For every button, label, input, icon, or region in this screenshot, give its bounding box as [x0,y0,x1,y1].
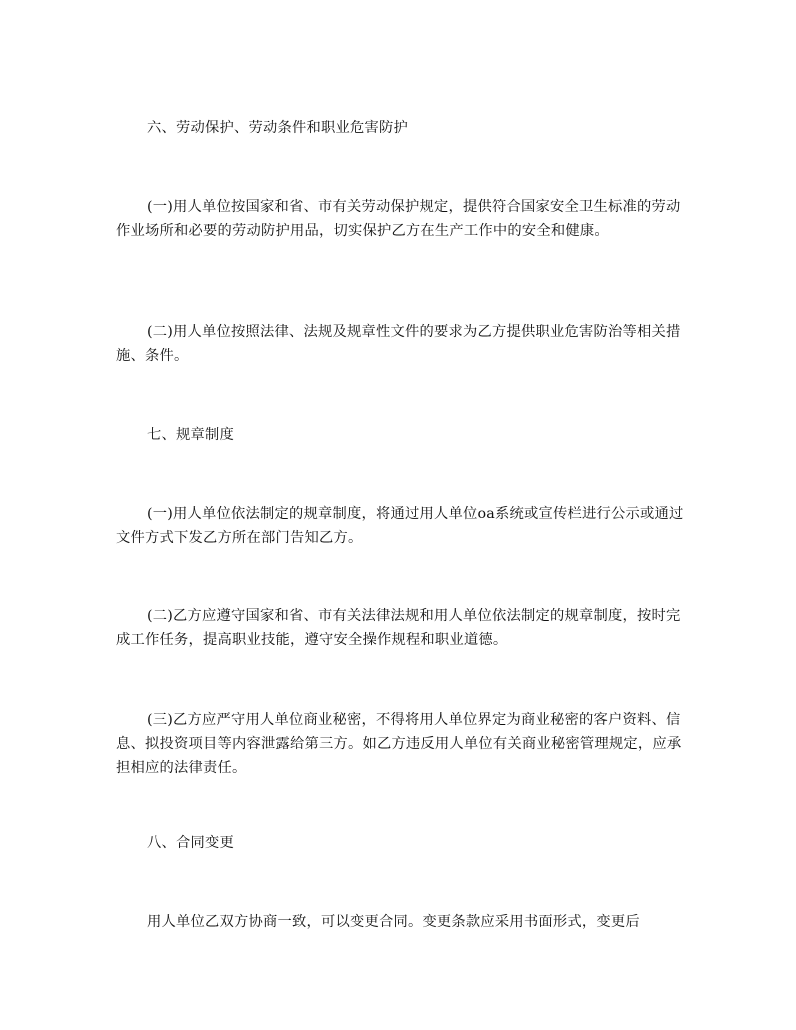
paragraph-contract-change-1: 用人单位乙双方协商一致，可以变更合同。变更条款应采用书面形式，变更后 [147,914,640,930]
paragraph-rules-1: (一)用人单位依法制定的规章制度，将通过用人单位oa系统或宣传栏进行公示或通过文件方式下发乙方所在部门告知乙方。 [116,506,684,546]
paragraph-rules-2: (二)乙方应遵守国家和省、市有关法律法规和用人单位依法制定的规章制度，按时完成工作任务，提高职业技能，遵守安全操作规程和职业道德。 [116,608,681,648]
section-heading-labor-protection: 六、劳动保护、劳动条件和职业危害防护 [147,120,408,136]
section-heading-contract-change: 八、合同变更 [147,835,234,851]
section-heading-rules: 七、规章制度 [147,427,234,443]
paragraph-labor-protection-1: (一)用人单位按国家和省、市有关劳动保护规定，提供符合国家安全卫生标准的劳动作业场所和必要的劳动防护用品，切实保护乙方在生产工作中的安全和健康。 [116,199,681,239]
paragraph-rules-3: (三)乙方应严守用人单位商业秘密，不得将用人单位界定为商业秘密的客户资料、信息、拟投资项目等内容泄露给第三方。如乙方违反用人单位有关商业秘密管理规定，应承担相应的法律责任。 [116,712,682,776]
paragraph-labor-protection-2: (二)用人单位按照法律、法规及规章性文件的要求为乙方提供职业危害防治等相关措施、条件。 [116,324,681,364]
